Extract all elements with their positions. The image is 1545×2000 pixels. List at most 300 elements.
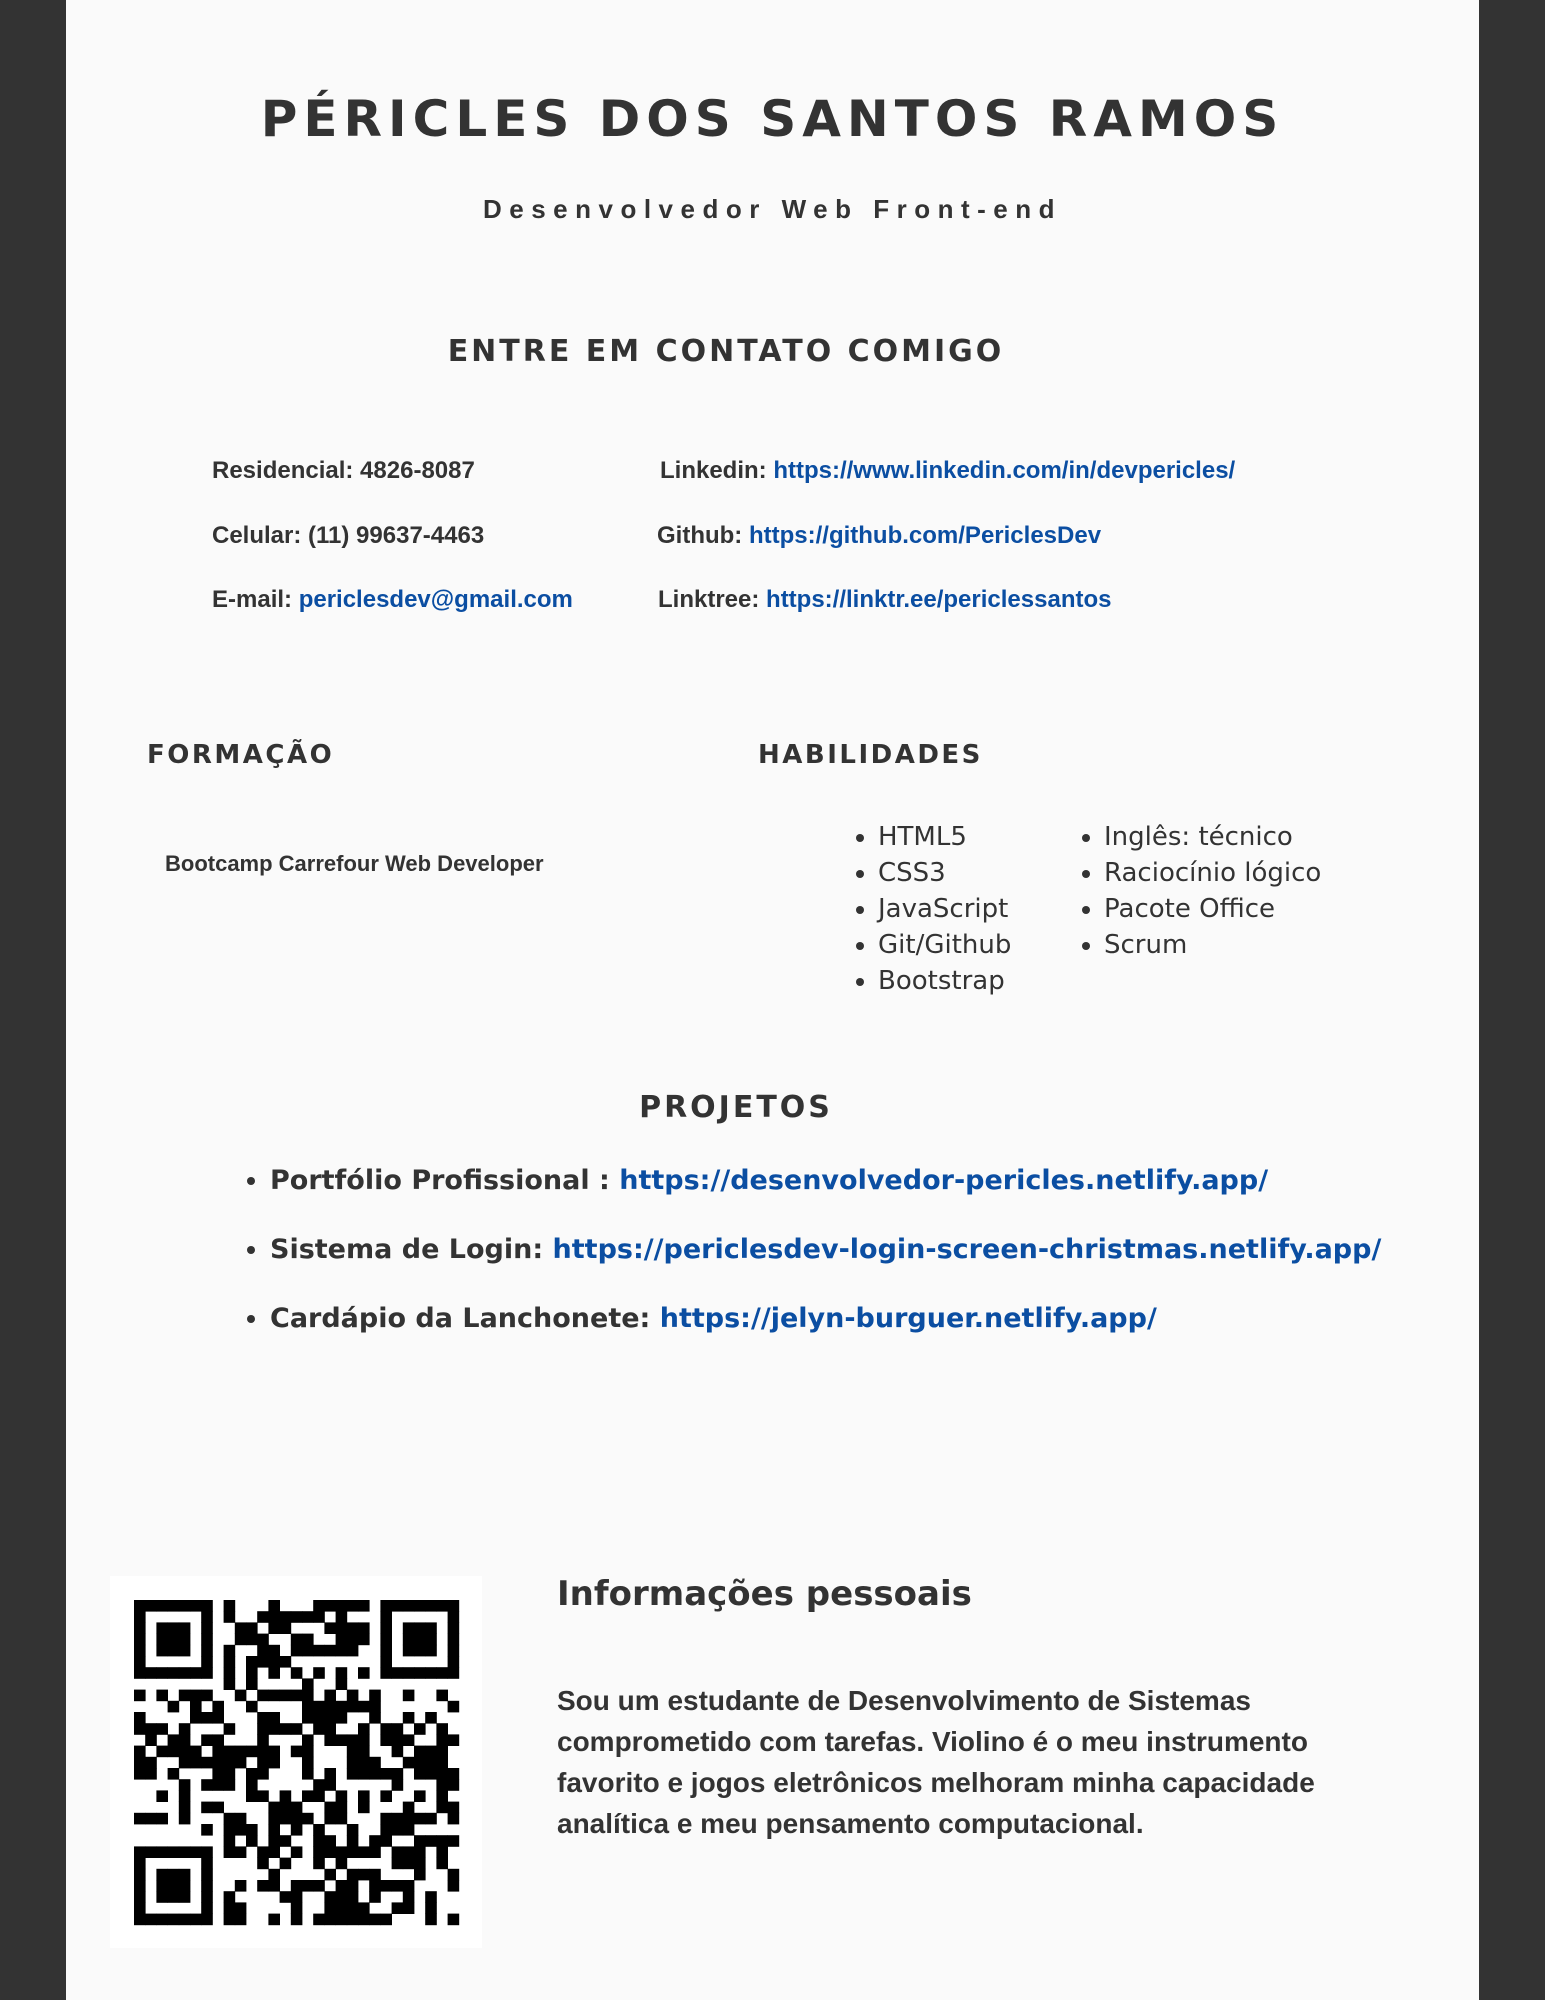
qr-module [280,1790,292,1802]
qr-module [347,1869,359,1881]
qr-module [235,1634,247,1646]
qr-module [436,1723,448,1735]
email [212,586,573,614]
qr-module [190,1914,202,1926]
qr-module [302,1746,314,1758]
qr-module [336,1634,348,1646]
qr-module [358,1723,370,1735]
qr-module [336,1813,348,1825]
qr-module [448,1835,460,1847]
linktree-label: Linktree: [658,586,767,613]
qr-module [425,1813,437,1825]
qr-module [179,1790,191,1802]
qr-module [291,1891,303,1903]
qr-module [257,1611,269,1623]
qr-module [190,1690,202,1702]
qr-module [324,1712,336,1724]
qr-module [291,1914,303,1926]
qr-module [336,1846,348,1858]
qr-module [347,1645,359,1657]
qr-module [436,1667,448,1679]
qr-module [168,1914,180,1926]
qr-module [425,1757,437,1769]
qr-module [347,1835,359,1847]
qr-module [280,1611,292,1623]
qr-module [156,1690,168,1702]
qr-module [156,1891,168,1903]
linktree [658,586,1111,614]
qr-module [358,1746,370,1758]
skill-item: • Git/Github [878,927,1011,963]
qr-module [179,1846,191,1858]
qr-module [302,1768,314,1780]
qr-module [156,1746,168,1758]
qr-module [313,1835,325,1847]
qr-module [201,1622,213,1634]
qr-module [313,1880,325,1892]
qr-module [134,1723,146,1735]
qr-module [156,1645,168,1657]
qr-module [414,1622,426,1634]
qr-module [224,1678,236,1690]
qr-module [268,1690,280,1702]
qr-module [313,1701,325,1713]
qr-module [268,1802,280,1814]
qr-module [156,1846,168,1858]
qr-module [168,1746,180,1758]
qr-module [246,1779,258,1791]
qr-module [392,1667,404,1679]
qr-module [414,1723,426,1735]
qr-module [448,1645,460,1657]
qr-module [201,1914,213,1926]
qr-module [235,1880,247,1892]
qr-module [324,1869,336,1881]
qr-module [201,1734,213,1746]
qr-module [425,1835,437,1847]
job-title: Desenvolvedor Web Front-end [482,194,1063,224]
qr-module [347,1600,359,1612]
qr-module [179,1723,191,1735]
qr-module [392,1813,404,1825]
qr-module [436,1600,448,1612]
qr-module [403,1690,415,1702]
qr-module [291,1880,303,1892]
qr-module [347,1891,359,1903]
qr-module [336,1734,348,1746]
qr-module [179,1891,191,1903]
qr-module [235,1846,247,1858]
qr-module [313,1858,325,1870]
qr-module [392,1880,404,1892]
linktree-link[interactable]: https://linktr.ee/periclessantos [766,586,1112,613]
project-label: Sistema de Login: [270,1234,553,1265]
qr-module [246,1768,258,1780]
qr-module [235,1813,247,1825]
qr-module [302,1634,314,1646]
qr-module [414,1813,426,1825]
qr-module [190,1757,202,1769]
qr-module [448,1779,460,1791]
qr-module [358,1667,370,1679]
qr-module [246,1634,258,1646]
qr-module [246,1835,258,1847]
qr-module [414,1634,426,1646]
skill-item: • CSS3 [878,855,1011,891]
qr-module [392,1824,404,1836]
qr-module [291,1902,303,1914]
qr-module [134,1746,146,1758]
qr-module [224,1779,236,1791]
qr-module [358,1757,370,1769]
qr-module [324,1645,336,1657]
qr-module [336,1600,348,1612]
qr-module [179,1622,191,1634]
qr-module [448,1622,460,1634]
qr-module [403,1712,415,1724]
qr-module [403,1902,415,1914]
full-name: PÉRICLES DOS SANTOS RAMOS [260,90,1285,148]
qr-module [358,1768,370,1780]
qr-module [179,1813,191,1825]
qr-module [380,1790,392,1802]
qr-module [246,1701,258,1713]
qr-module [201,1802,213,1814]
qr-code-graphic [110,1576,482,1948]
qr-module [336,1891,348,1903]
qr-module [302,1690,314,1702]
qr-module [380,1723,392,1735]
qr-module [224,1600,236,1612]
qr-module [224,1846,236,1858]
qr-module [436,1746,448,1758]
qr-module [403,1813,415,1825]
qr-module [347,1746,359,1758]
qr-module [369,1768,381,1780]
qr-module [380,1835,392,1847]
qr-module [324,1891,336,1903]
qr-module [257,1634,269,1646]
resume-page [66,0,1479,2000]
qr-module [336,1678,348,1690]
qr-module [347,1622,359,1634]
qr-module [201,1634,213,1646]
qr-module [280,1891,292,1903]
qr-module [369,1835,381,1847]
qr-module [179,1634,191,1646]
qr-module [224,1723,236,1735]
qr-module [156,1869,168,1881]
qr-module [235,1690,247,1702]
qr-module [425,1746,437,1758]
qr-module [436,1835,448,1847]
qr-module [201,1869,213,1881]
qr-module [425,1914,437,1926]
qr-module [392,1746,404,1758]
qr-module [403,1667,415,1679]
qr-module [145,1600,157,1612]
email-label: E-mail: [212,586,299,613]
qr-module [168,1768,180,1780]
qr-module [324,1723,336,1735]
qr-module [414,1746,426,1758]
qr-module [257,1746,269,1758]
qr-module [224,1757,236,1769]
qr-module [324,1846,336,1858]
qr-module [336,1858,348,1870]
qr-module [156,1622,168,1634]
qr-module [448,1768,460,1780]
qr-module [436,1779,448,1791]
linkedin-link[interactable]: https://www.linkedin.com/in/devpericles/ [773,457,1236,484]
qr-module [425,1622,437,1634]
qr-module [358,1802,370,1814]
qr-module [134,1768,146,1780]
qr-module [414,1858,426,1870]
qr-module [302,1611,314,1623]
qr-module [291,1802,303,1814]
qr-module [403,1846,415,1858]
qr-module [380,1645,392,1657]
qr-module [268,1723,280,1735]
qr-module [168,1622,180,1634]
qr-module [414,1869,426,1881]
projects-list [230,1165,1381,1372]
qr-module [324,1802,336,1814]
qr-module [436,1757,448,1769]
qr-module [291,1634,303,1646]
qr-module [403,1880,415,1892]
qr-module [201,1824,213,1836]
qr-module [324,1768,336,1780]
qr-module [369,1690,381,1702]
qr-module [134,1656,146,1668]
qr-module [268,1880,280,1892]
qr-module [257,1723,269,1735]
qr-module [403,1858,415,1870]
qr-module [448,1914,460,1926]
qr-module [425,1634,437,1646]
qr-module [425,1667,437,1679]
qr-module [168,1880,180,1892]
github-link[interactable]: https://github.com/PericlesDev [748,522,1102,549]
qr-module [302,1645,314,1657]
qr-module [448,1869,460,1881]
qr-module [224,1656,236,1668]
qr-module [358,1790,370,1802]
qr-module [168,1734,180,1746]
qr-module [324,1622,336,1634]
qr-module [134,1611,146,1623]
qr-module [324,1835,336,1847]
qr-module [380,1634,392,1646]
qr-module [448,1813,460,1825]
qr-module [145,1757,157,1769]
qr-module [347,1701,359,1713]
qr-module [201,1656,213,1668]
qr-module [380,1734,392,1746]
qr-module [246,1667,258,1679]
qr-module [324,1600,336,1612]
qr-module [414,1600,426,1612]
qr-module [380,1914,392,1926]
qr-module [179,1880,191,1892]
qr-module [425,1600,437,1612]
qr-module [134,1891,146,1903]
github-label: Github: [657,522,749,549]
qr-module [358,1701,370,1713]
email-link[interactable]: periclesdev@gmail.com [298,586,573,613]
qr-module [156,1790,168,1802]
linkedin [660,457,1235,485]
qr-module [201,1690,213,1702]
qr-module [156,1813,168,1825]
qr-module [134,1600,146,1612]
skill-item: • HTML5 [878,819,1011,855]
qr-module [448,1701,460,1713]
qr-module [212,1746,224,1758]
qr-module [235,1746,247,1758]
qr-module [224,1611,236,1623]
qr-module [425,1712,437,1724]
qr-module [190,1846,202,1858]
qr-module [302,1757,314,1769]
qr-module [134,1690,146,1702]
qr-module [369,1701,381,1713]
qr-module [392,1768,404,1780]
qr-module [347,1734,359,1746]
qr-module [201,1712,213,1724]
qr-module [313,1779,325,1791]
qr-module [156,1634,168,1646]
qr-module [134,1914,146,1926]
qr-module [179,1667,191,1679]
qr-module [168,1701,180,1713]
qr-module [224,1667,236,1679]
qr-module [134,1813,146,1825]
qr-module [403,1634,415,1646]
qr-module [358,1634,370,1646]
residential-phone-text: Residencial: 4826-8087 [212,457,475,484]
qr-module [268,1645,280,1657]
qr-module [291,1611,303,1623]
qr-module [201,1667,213,1679]
qr-module [235,1622,247,1634]
qr-module [403,1600,415,1612]
qr-module [156,1723,168,1735]
qr-module [212,1768,224,1780]
qr-module [336,1645,348,1657]
qr-module [246,1790,258,1802]
qr-module [268,1835,280,1847]
qr-module [134,1846,146,1858]
qr-module [134,1869,146,1881]
qr-module [280,1802,292,1814]
qr-module [224,1645,236,1657]
skills-list-soft [1074,819,1321,963]
project-link[interactable]: https://periclesdev-login-screen-christmas.netlify.app/ [552,1234,1382,1265]
qr-module [246,1824,258,1836]
qr-module [268,1667,280,1679]
skill-item: • Bootstrap [878,963,1011,999]
qr-module [448,1802,460,1814]
qr-module [280,1835,292,1847]
qr-module [268,1746,280,1758]
qr-module [436,1768,448,1780]
qr-module [190,1667,202,1679]
qr-module [347,1846,359,1858]
project-label: Portfólio Profissional : [270,1165,620,1196]
qr-module [369,1846,381,1858]
qr-module [268,1600,280,1612]
qr-module [268,1656,280,1668]
qr-module [414,1645,426,1657]
qr-module [257,1790,269,1802]
qr-module [436,1858,448,1870]
qr-module [313,1914,325,1926]
qr-module [336,1701,348,1713]
qr-module [436,1734,448,1746]
qr-module [313,1645,325,1657]
qr-module [302,1880,314,1892]
project-item-login [270,1234,1381,1303]
qr-module [336,1622,348,1634]
qr-module [134,1622,146,1634]
qr-module [324,1734,336,1746]
skill-item: • JavaScript [878,891,1011,927]
qr-module [414,1667,426,1679]
qr-module [145,1723,157,1735]
qr-module [448,1611,460,1623]
qr-module [347,1768,359,1780]
qr-module [313,1667,325,1679]
skill-item: • Pacote Office [1104,891,1321,927]
qr-module [268,1622,280,1634]
mobile-phone-text: Celular: (11) 99637-4463 [212,522,485,549]
qr-module [257,1656,269,1668]
qr-module [280,1813,292,1825]
qr-module [336,1667,348,1679]
project-link[interactable]: https://jelyn-burguer.netlify.app/ [659,1303,1157,1334]
qr-module [403,1824,415,1836]
qr-module [212,1802,224,1814]
qr-module [313,1611,325,1623]
qr-module [268,1869,280,1881]
qr-module [257,1734,269,1746]
qr-module [168,1667,180,1679]
qr-module [302,1712,314,1724]
qr-module [134,1712,146,1724]
skills-list-technical [848,819,1011,999]
education-item: Bootcamp Carrefour Web Developer [165,851,544,876]
qr-module [168,1891,180,1903]
qr-module [436,1846,448,1858]
qr-module [403,1757,415,1769]
qr-module [201,1779,213,1791]
qr-module [347,1690,359,1702]
qr-module [380,1600,392,1612]
project-link[interactable]: https://desenvolvedor-pericles.netlify.app/ [619,1165,1269,1196]
qr-module [380,1656,392,1668]
qr-module [403,1645,415,1657]
qr-module [425,1645,437,1657]
project-item-portfolio [270,1165,1381,1234]
qr-module [235,1824,247,1836]
qr-module [336,1790,348,1802]
qr-module [134,1757,146,1769]
qr-module [414,1835,426,1847]
qr-module [224,1914,236,1926]
